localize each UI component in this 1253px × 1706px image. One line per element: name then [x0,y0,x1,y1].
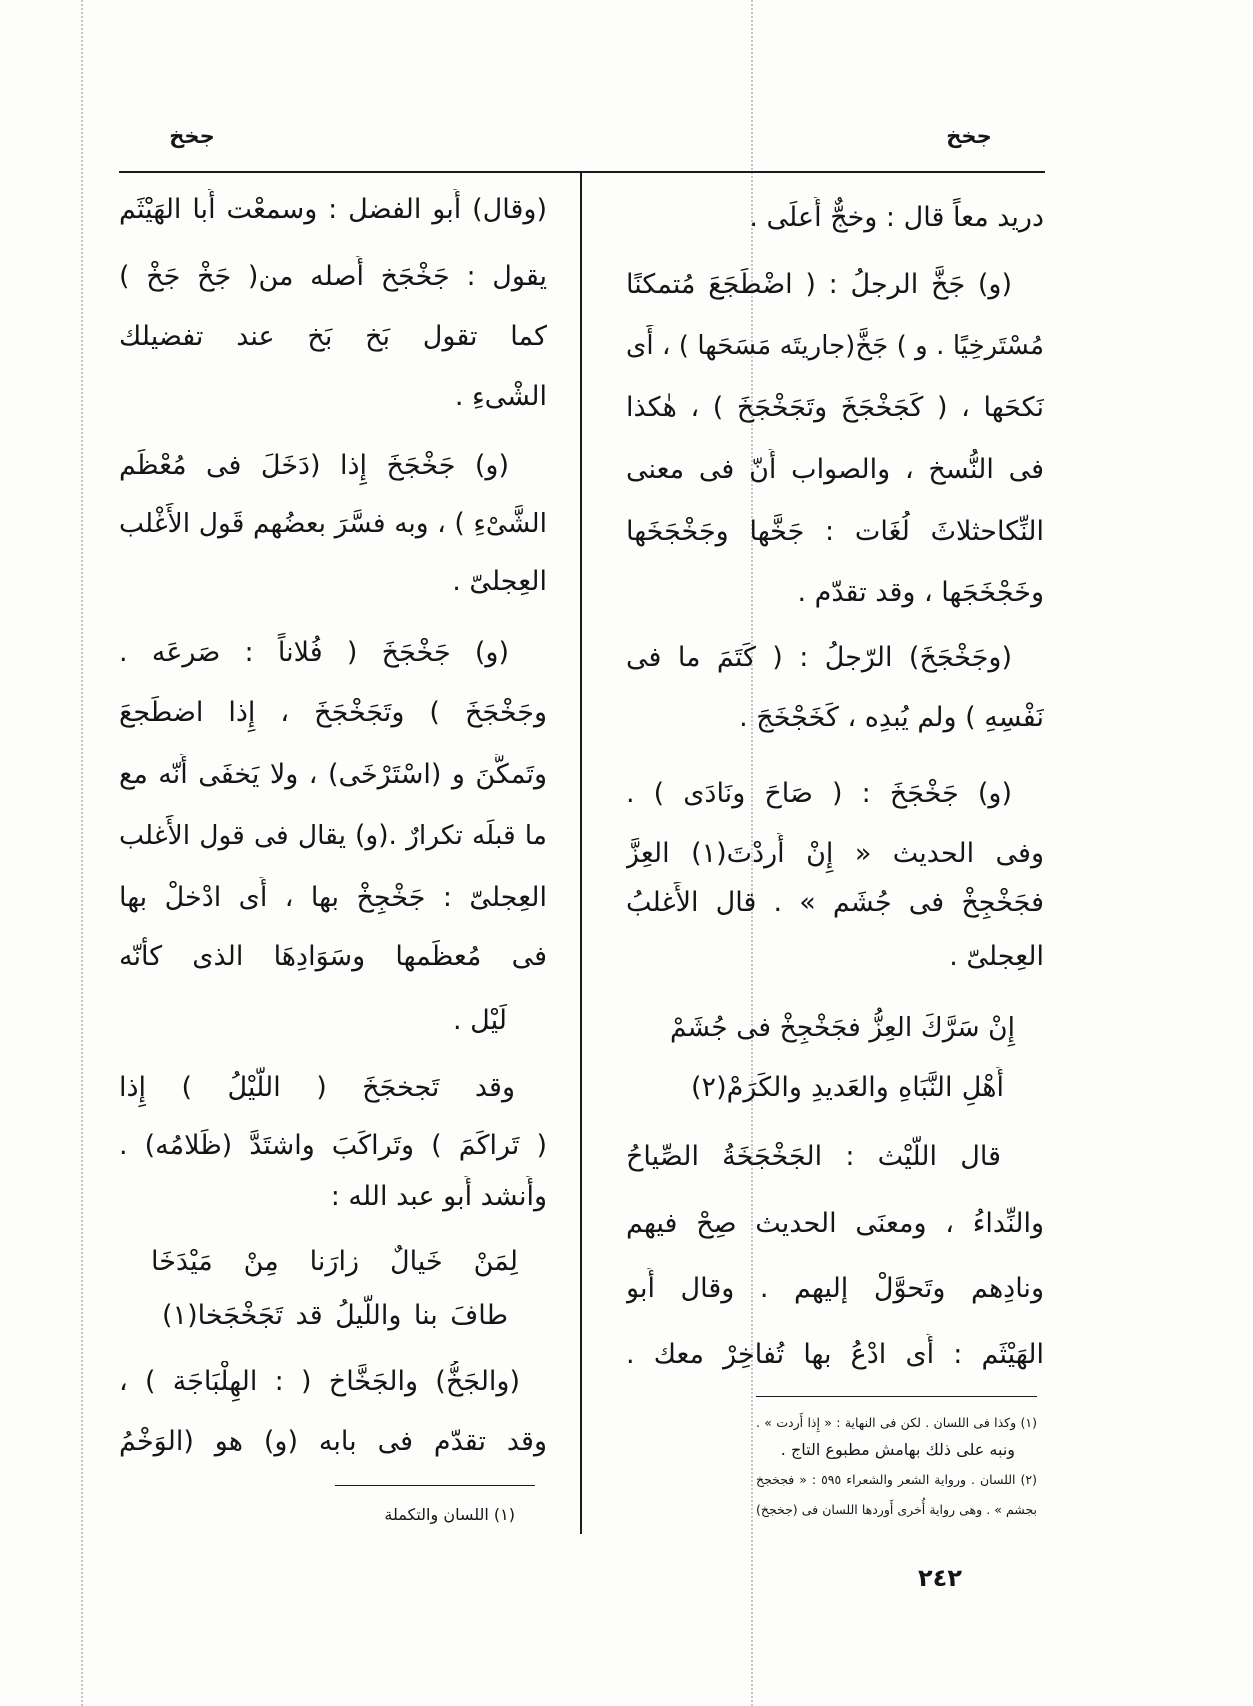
text-line: فى مُعظَمها وسَوَادِهَا الذى كأَنّه [119,941,547,972]
text-line: ما قبلَه تكرارٌ .(و) يقال فى قول الأَغلب [119,820,547,851]
text-line: الهَيْثَم : أَى ادْعُ بها تُفاخِرْ معك . [626,1339,1044,1370]
text-line: (وقال) أَبو الفضل : وسمعْت أَبا الهَيْثَم [119,194,547,225]
paragraph-start-line: (و) جَخْجَخَ إِذا (دَخَلَ فى مُعْظَم [119,450,509,481]
footnote-line: (١) اللسان والتكملة [384,1505,515,1524]
paragraph-start-line: (وجَخْجَخَ) الرّجلُ : ( كَتَمَ ما فى [626,642,1012,673]
footnote-line: (١) وكذا فى اللسان . لكن فى النهاية : « إِذا أَردت » . [756,1415,1037,1430]
text-line: لَيْل . [453,1005,507,1036]
verse-line: أَهْلِ النَّبَاهِ والعَديدِ والكَرَمْ(٢) [691,1072,1004,1103]
text-line: فى النُّسخ ، والصواب أَنّ فى معنى [626,454,1044,485]
footnote-line: بجشم » . وهى رواية أُخرى أَوردها اللسان فى (جخجخ) [756,1502,1037,1517]
scan-artifact-line [81,0,83,1706]
column-divider [580,172,582,1534]
right-footnotes [756,0,1037,1706]
paragraph-start-line: (و) جَخْجَخَ : ( صَاحَ ونَادَى ) . [626,778,1012,809]
paragraph-start-line: وقد تَجخجَخَ ( اللَّيْلُ ) إِذا [119,1072,515,1103]
verse-line: طافَ بنا واللَّيلُ قد تَجَخْجَخا(١) [162,1300,508,1331]
footnote-line: ونبه على ذلك بهامش مطبوع التاج . [780,1440,1015,1459]
text-line: ( تَراكَمَ ) وتَراكَبَ واشتَدَّ (ظَلامُه) . [119,1130,547,1161]
text-line: فجَخْجِخْ فى جُشَم » . قال الأَغلبُ [626,887,1044,918]
left-footnotes [335,0,515,1706]
text-line: الشَّىْءِ ) ، وبه فسَّرَ بعضُهم قَول الأَغْلب [119,508,547,539]
text-line: العِجلىّ . [949,941,1044,972]
text-line: العِجلىّ . [452,566,547,597]
verse-line: إِنْ سَرَّكَ العِزُّ فجَخْجِخْ فى جُشَمْ [670,1012,1015,1043]
text-line: يقول : جَخْجَخ أَصله من( جَخْ جَخْ ) [119,261,547,292]
text-line: نَفْسِهِ ) ولم يُبدِه ، كَخَجْخَجَ . [739,702,1044,733]
text-line: وقد تقدّم فى بابه (و) هو (الوَخْمُ [119,1426,547,1457]
page-number: ٢٤٢ [918,1564,962,1592]
text-line: الشْىءِ . [454,381,547,412]
text-line: وخَجْخَجَها ، وقد تقدّم . [797,577,1044,608]
text-line: وجَخْجَخَ ) وتَجَخْجَخَ ، إِذا اضطَجعَ [119,697,547,728]
text-line: وأَنشد أَبو عبد الله : [330,1181,547,1212]
left-footnote-rule [335,1485,535,1486]
left-running-header: جخخ [169,124,215,148]
paragraph-start-line: (و) جَخَّ الرجلُ : ( اضْطَجَعَ مُتمكنًا [626,269,1012,300]
right-footnote-rule [756,1396,1037,1397]
text-line: النِّكاحثلاثَ لُغَات : جَخَّها وجَخْجَخَها [626,516,1044,547]
text-line: دريد معاً قال : وخجٌّ أَعلَى . [749,202,1044,233]
text-line: ونادِهم وتَحوَّلْ إليهم . وقال أَبو [626,1273,1044,1304]
paragraph-start-line: (والجَخُّ) والجَخَّاخ ( : الهِلْبَاجَة ) ، [119,1366,520,1397]
paragraph-start-line: (و) جَخْجَخَ ( فُلاناً : صَرعَه . [119,637,509,668]
header-rule [119,171,1045,173]
footnote-line: (٢) اللسان . ورواية الشعر والشعراء ٥٩٥ : « فجخجخ [756,1472,1037,1487]
text-line: وفى الحديث « إِنْ أَردْتَ(١) العِزَّ [626,838,1044,869]
text-line: مُسْتَرخِيًا . و ) جَخَّ(جاريتَه مَسَحَها ) ، أَى [626,331,1044,361]
paragraph-start-line: قال اللَّيْث : الجَخْجَخَةُ الصِّياحُ [626,1141,1001,1172]
text-line: العِجلىّ : جَخْجِخْ بها ، أَى ادْخلْ بها [119,882,547,913]
text-line: والنِّداءُ ، ومعنَى الحديث صِحْ فيهم [626,1208,1044,1239]
text-line: كما تقول بَخ بَخ عند تفضيلك [119,321,547,352]
text-line: نَكحَها ، ( كَجَخْجَخَ وتَجَخْجَخَ ) ، هٰكذا [626,392,1044,423]
right-running-header: جخخ [946,124,992,148]
verse-line: لِمَنْ خَيالٌ زارَنا مِنْ مَيْدَخَا [151,1246,518,1277]
text-line: وتَمكَّنَ و (اسْتَرْخَى) ، ولا يَخفَى أَنّه مع [119,759,547,790]
